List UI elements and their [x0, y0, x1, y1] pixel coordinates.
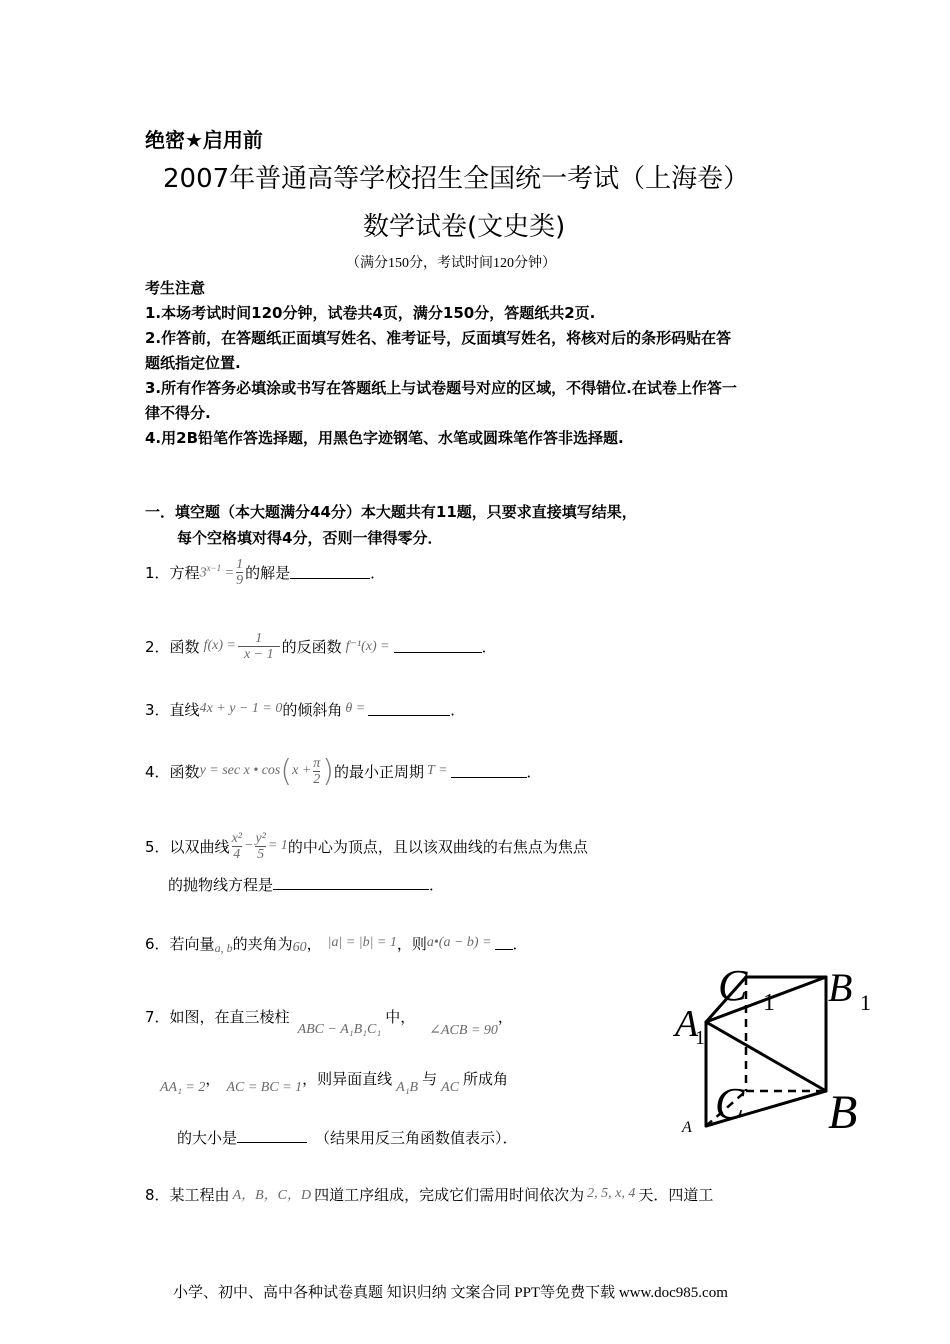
notice-item-2-cont: 题纸指定位置.: [145, 354, 241, 372]
notice-heading: 考生注意: [145, 279, 206, 297]
paper-subtitle: （满分150分，考试时间120分钟）: [346, 256, 556, 271]
svg-text:1: 1: [695, 1027, 705, 1049]
question-7: 7． 如图，在直三棱柱 ABC − A₁B₁C₁ 中， ∠ACB = 90 ，: [145, 1008, 513, 1038]
fraction: $\frac{\text{y²}}{5}$: [255, 830, 266, 862]
question-5: 5． 以双曲线 $\frac{\text{x²}}{4}$ − $\frac{\text{y²}}{5}$ = 1 的中心为顶点，且以该双曲线的右焦点为焦点: [145, 830, 588, 862]
answer-blank[interactable]: [290, 566, 370, 579]
answer-blank[interactable]: [451, 765, 527, 778]
label-c1: C: [718, 961, 748, 1010]
fraction: $\frac{1}{9}$: [236, 556, 244, 588]
question-6: 6． 若向量 a, b 的夹角为 60 ， |a| = |b| = 1 ，则 a•(a − b) = ．: [145, 934, 528, 955]
question-1: 1． 方程 $3^{x-1}$ = $\frac{1}{9}$ 的解是 ．: [145, 556, 386, 588]
svg-text:1: 1: [860, 990, 871, 1015]
paper-title: 数学试卷(文史类): [363, 212, 566, 242]
question-3: 3． 直线 4x + y − 1 = 0 的倾斜角 θ = ．: [145, 700, 466, 719]
question-number: 7．: [145, 1008, 170, 1026]
notice-item-2: 2.作答前，在答题纸正面填写姓名、准考证号，反面填写姓名，将核对后的条形码贴在答: [145, 329, 732, 347]
label-a: A: [682, 1119, 692, 1136]
notice-item-4: 4.用2B铅笔作答选择题，用黑色字迹钢笔、水笔或圆珠笔作答非选择题.: [145, 429, 624, 447]
answer-blank[interactable]: [394, 640, 482, 653]
question-number: 6．: [145, 934, 170, 953]
exam-title: 2007年普通高等学校招生全国统一考试（上海卷）: [163, 164, 750, 194]
label-b1: B: [828, 965, 853, 1010]
fraction: $\frac{\text{x²}}{4}$: [231, 830, 242, 862]
question-7-cont: AA₁ = 2 ， AC = BC = 1 ，则异面直线 A₁B 与 AC 所成角: [160, 1070, 509, 1095]
question-5-cont: 的抛物线方程是 ．: [168, 876, 445, 894]
question-7-cont-2: 的大小是 （结果用反三角函数值表示）．: [177, 1129, 518, 1147]
footer-text: 小学、初中、高中各种试卷真题 知识归纳 文案合同 PPT等免费下载 www.doc985.com: [173, 1285, 728, 1301]
question-number: 1．: [145, 563, 170, 582]
question-2: 2． 函数 f(x) = $\frac{1}{x - 1}$ 的反函数 f⁻¹(x) = ．: [145, 630, 497, 662]
svg-text:1: 1: [763, 990, 775, 1016]
question-4: 4． 函数 y = sec x • cos ( x + $\frac{\pi}{2}$ ) 的最小正周期 T = ．: [145, 753, 542, 789]
answer-blank[interactable]: [273, 877, 429, 890]
question-number: 8．: [145, 1185, 170, 1204]
math-expr: $3^{x-1}$ =: [199, 562, 235, 581]
question-number: 4．: [145, 762, 170, 781]
notice-item-1: 1.本场考试时间120分钟，试卷共4页，满分150分，答题纸共2页.: [145, 304, 596, 322]
notice-item-3: 3.所有作答务必填涂或书写在答题纸上与试卷题号对应的区域，不得错位.在试卷上作答一: [145, 379, 737, 397]
question-number: 2．: [145, 637, 170, 656]
question-number: 3．: [145, 700, 170, 719]
question-number: 5．: [145, 837, 170, 856]
answer-blank[interactable]: [237, 1130, 307, 1143]
answer-blank[interactable]: [495, 937, 513, 950]
notice-item-3-cont: 律不得分.: [145, 404, 211, 422]
section1-heading: 一．填空题（本大题满分44分）本大题共有11题，只要求直接填写结果，: [145, 503, 637, 521]
question-8: 8． 某工程由 A，B，C，D 四道工序组成，完成它们需用时间依次为 2, 5, x, 4 天．四道工: [145, 1185, 714, 1204]
fraction: $\frac{\pi}{2}$: [313, 755, 321, 787]
secret-label: 绝密★启用前: [145, 128, 263, 152]
fraction: $\frac{1}{x - 1}$: [238, 631, 280, 662]
section1-heading-cont: 每个空格填对得4分，否则一律得零分．: [177, 529, 443, 547]
label-c: C: [715, 1079, 745, 1128]
label-b: B: [828, 1086, 858, 1139]
prism-figure: [665, 960, 885, 1140]
answer-blank[interactable]: [368, 703, 450, 716]
label-a1: A: [675, 1003, 699, 1045]
